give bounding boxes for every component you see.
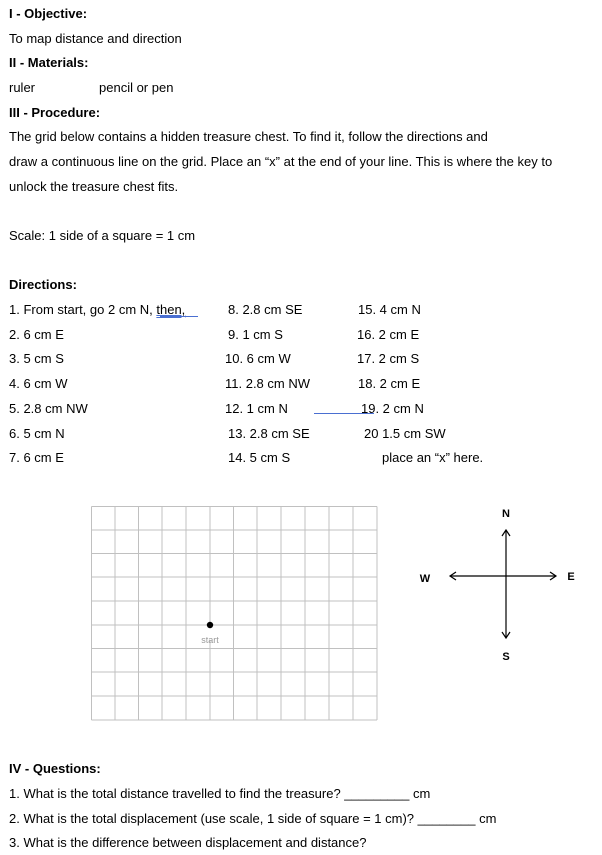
objective-heading: I - Objective: xyxy=(9,6,88,21)
procedure-line-3: unlock the treasure chest fits. xyxy=(9,179,179,194)
compass-west-label: W xyxy=(419,573,431,585)
direction-1-text: 1. From start, go 2 cm N, xyxy=(9,302,157,317)
direction-final: place an “x” here. xyxy=(382,450,484,465)
compass-south-label: S xyxy=(502,651,510,663)
question-2: 2. What is the total displacement (use scale, 1 side of square = 1 cm)? ________ cm xyxy=(9,811,497,826)
direction-18: 18. 2 cm E xyxy=(358,376,421,391)
direction-20: 20 1.5 cm SW xyxy=(364,426,446,441)
start-label: start xyxy=(201,635,219,645)
direction-17: 17. 2 cm S xyxy=(357,351,420,366)
direction-10: 10. 6 cm W xyxy=(225,351,291,366)
material-item-ruler: ruler xyxy=(9,80,36,95)
direction-13: 13. 2.8 cm SE xyxy=(228,426,310,441)
compass-rose xyxy=(410,500,590,665)
direction-1-suffix: then, xyxy=(156,302,186,317)
objective-text: To map distance and direction xyxy=(9,31,182,46)
direction-8: 8. 2.8 cm SE xyxy=(228,302,303,317)
start-point xyxy=(207,622,213,628)
direction-1 xyxy=(9,302,185,318)
direction-19: 19. 2 cm N xyxy=(361,401,424,416)
compass-north-label: N xyxy=(502,508,510,520)
material-item-pencil: pencil or pen xyxy=(99,80,174,95)
direction-3: 3. 5 cm S xyxy=(9,351,64,366)
underline-mark xyxy=(160,316,198,317)
procedure-line-2: draw a continuous line on the grid. Place an “x” at the end of your line. This is where the key to xyxy=(9,154,553,169)
treasure-grid[interactable] xyxy=(91,506,378,721)
direction-12: 12. 1 cm N xyxy=(225,401,288,416)
compass-arrows xyxy=(450,530,556,638)
direction-11: 11. 2.8 cm NW xyxy=(225,376,311,391)
direction-16: 16. 2 cm E xyxy=(357,327,420,342)
materials-heading: II - Materials: xyxy=(9,55,89,70)
question-1: 1. What is the total distance travelled to find the treasure? _________ cm xyxy=(9,786,431,801)
compass-east-label: E xyxy=(567,571,575,583)
direction-5: 5. 2.8 cm NW xyxy=(9,401,88,416)
questions-heading: IV - Questions: xyxy=(9,761,101,776)
procedure-line-1: The grid below contains a hidden treasure chest. To find it, follow the directions and xyxy=(9,129,488,144)
direction-6: 6. 5 cm N xyxy=(9,426,65,441)
question-3: 3. What is the difference between displacement and distance? xyxy=(9,835,367,850)
direction-7: 7. 6 cm E xyxy=(9,450,64,465)
procedure-heading: III - Procedure: xyxy=(9,105,101,120)
direction-15: 15. 4 cm N xyxy=(358,302,421,317)
direction-14: 14. 5 cm S xyxy=(228,450,291,465)
direction-4: 4. 6 cm W xyxy=(9,376,68,391)
direction-2: 2. 6 cm E xyxy=(9,327,64,342)
directions-heading: Directions: xyxy=(9,277,77,292)
grid-lines xyxy=(92,507,378,721)
direction-9: 9. 1 cm S xyxy=(228,327,283,342)
scale-text: Scale: 1 side of a square = 1 cm xyxy=(9,228,196,243)
